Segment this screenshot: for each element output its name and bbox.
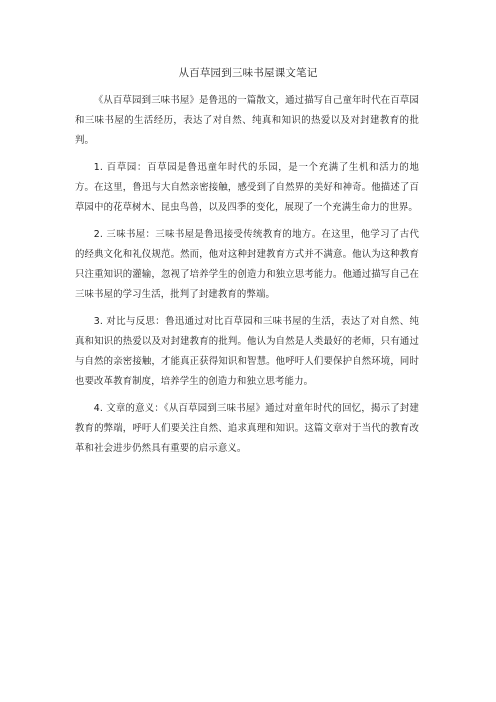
document-body — [75, 91, 419, 466]
paragraph-comparison: 3. 对比与反思：鲁迅通过对比百草园和三味书屋的生活，表达了对自然、纯真和知识的热爱以及对封建教育的批判。他认为自然是人类最好的老师，只有通过与自然的亲密接触，才能真正获得知识和智慧。他呼吁人们要保护自然环境，同时也要改革教育制度，培养学生的创造力和独立思考能力。 — [75, 316, 419, 387]
paragraph-significance: 4. 文章的意义：《从百草园到三味书屋》通过对童年时代的回忆，揭示了封建教育的弊端，呼吁人们要关注自然、追求真理和知识。这篇文章对于当代的教育改革和社会进步仍然具有重要的启示意义。 — [75, 403, 419, 454]
paragraph-sanwei-shuwu: 2. 三味书屋：三味书屋是鲁迅接受传统教育的地方。在这里，他学习了古代的经典文化和礼仪规范。然而，他对这种封建教育方式并不满意。他认为这种教育只注重知识的灌输，忽视了培养学生的创造力和独立思考能力。他通过描写自己在三味书屋的学习生活，批判了封建教育的弊端。 — [75, 229, 419, 300]
paragraph-baicaoyuan: 1. 百草园：百草园是鲁迅童年时代的乐园，是一个充满了生机和活力的地方。在这里，鲁迅与大自然亲密接触，感受到了自然界的美好和神奇。他描述了百草园中的花草树木、昆虫鸟兽，以及四季的变化，展现了一个充满生命力的世界。 — [75, 162, 419, 213]
document-title: 从百草园到三味书屋课文笔记 — [178, 67, 318, 79]
paragraph-intro: 《从百草园到三味书屋》是鲁迅的一篇散文，通过描写自己童年时代在百草园和三味书屋的生活经历，表达了对自然、纯真和知识的热爱以及对封建教育的批判。 — [75, 95, 419, 146]
